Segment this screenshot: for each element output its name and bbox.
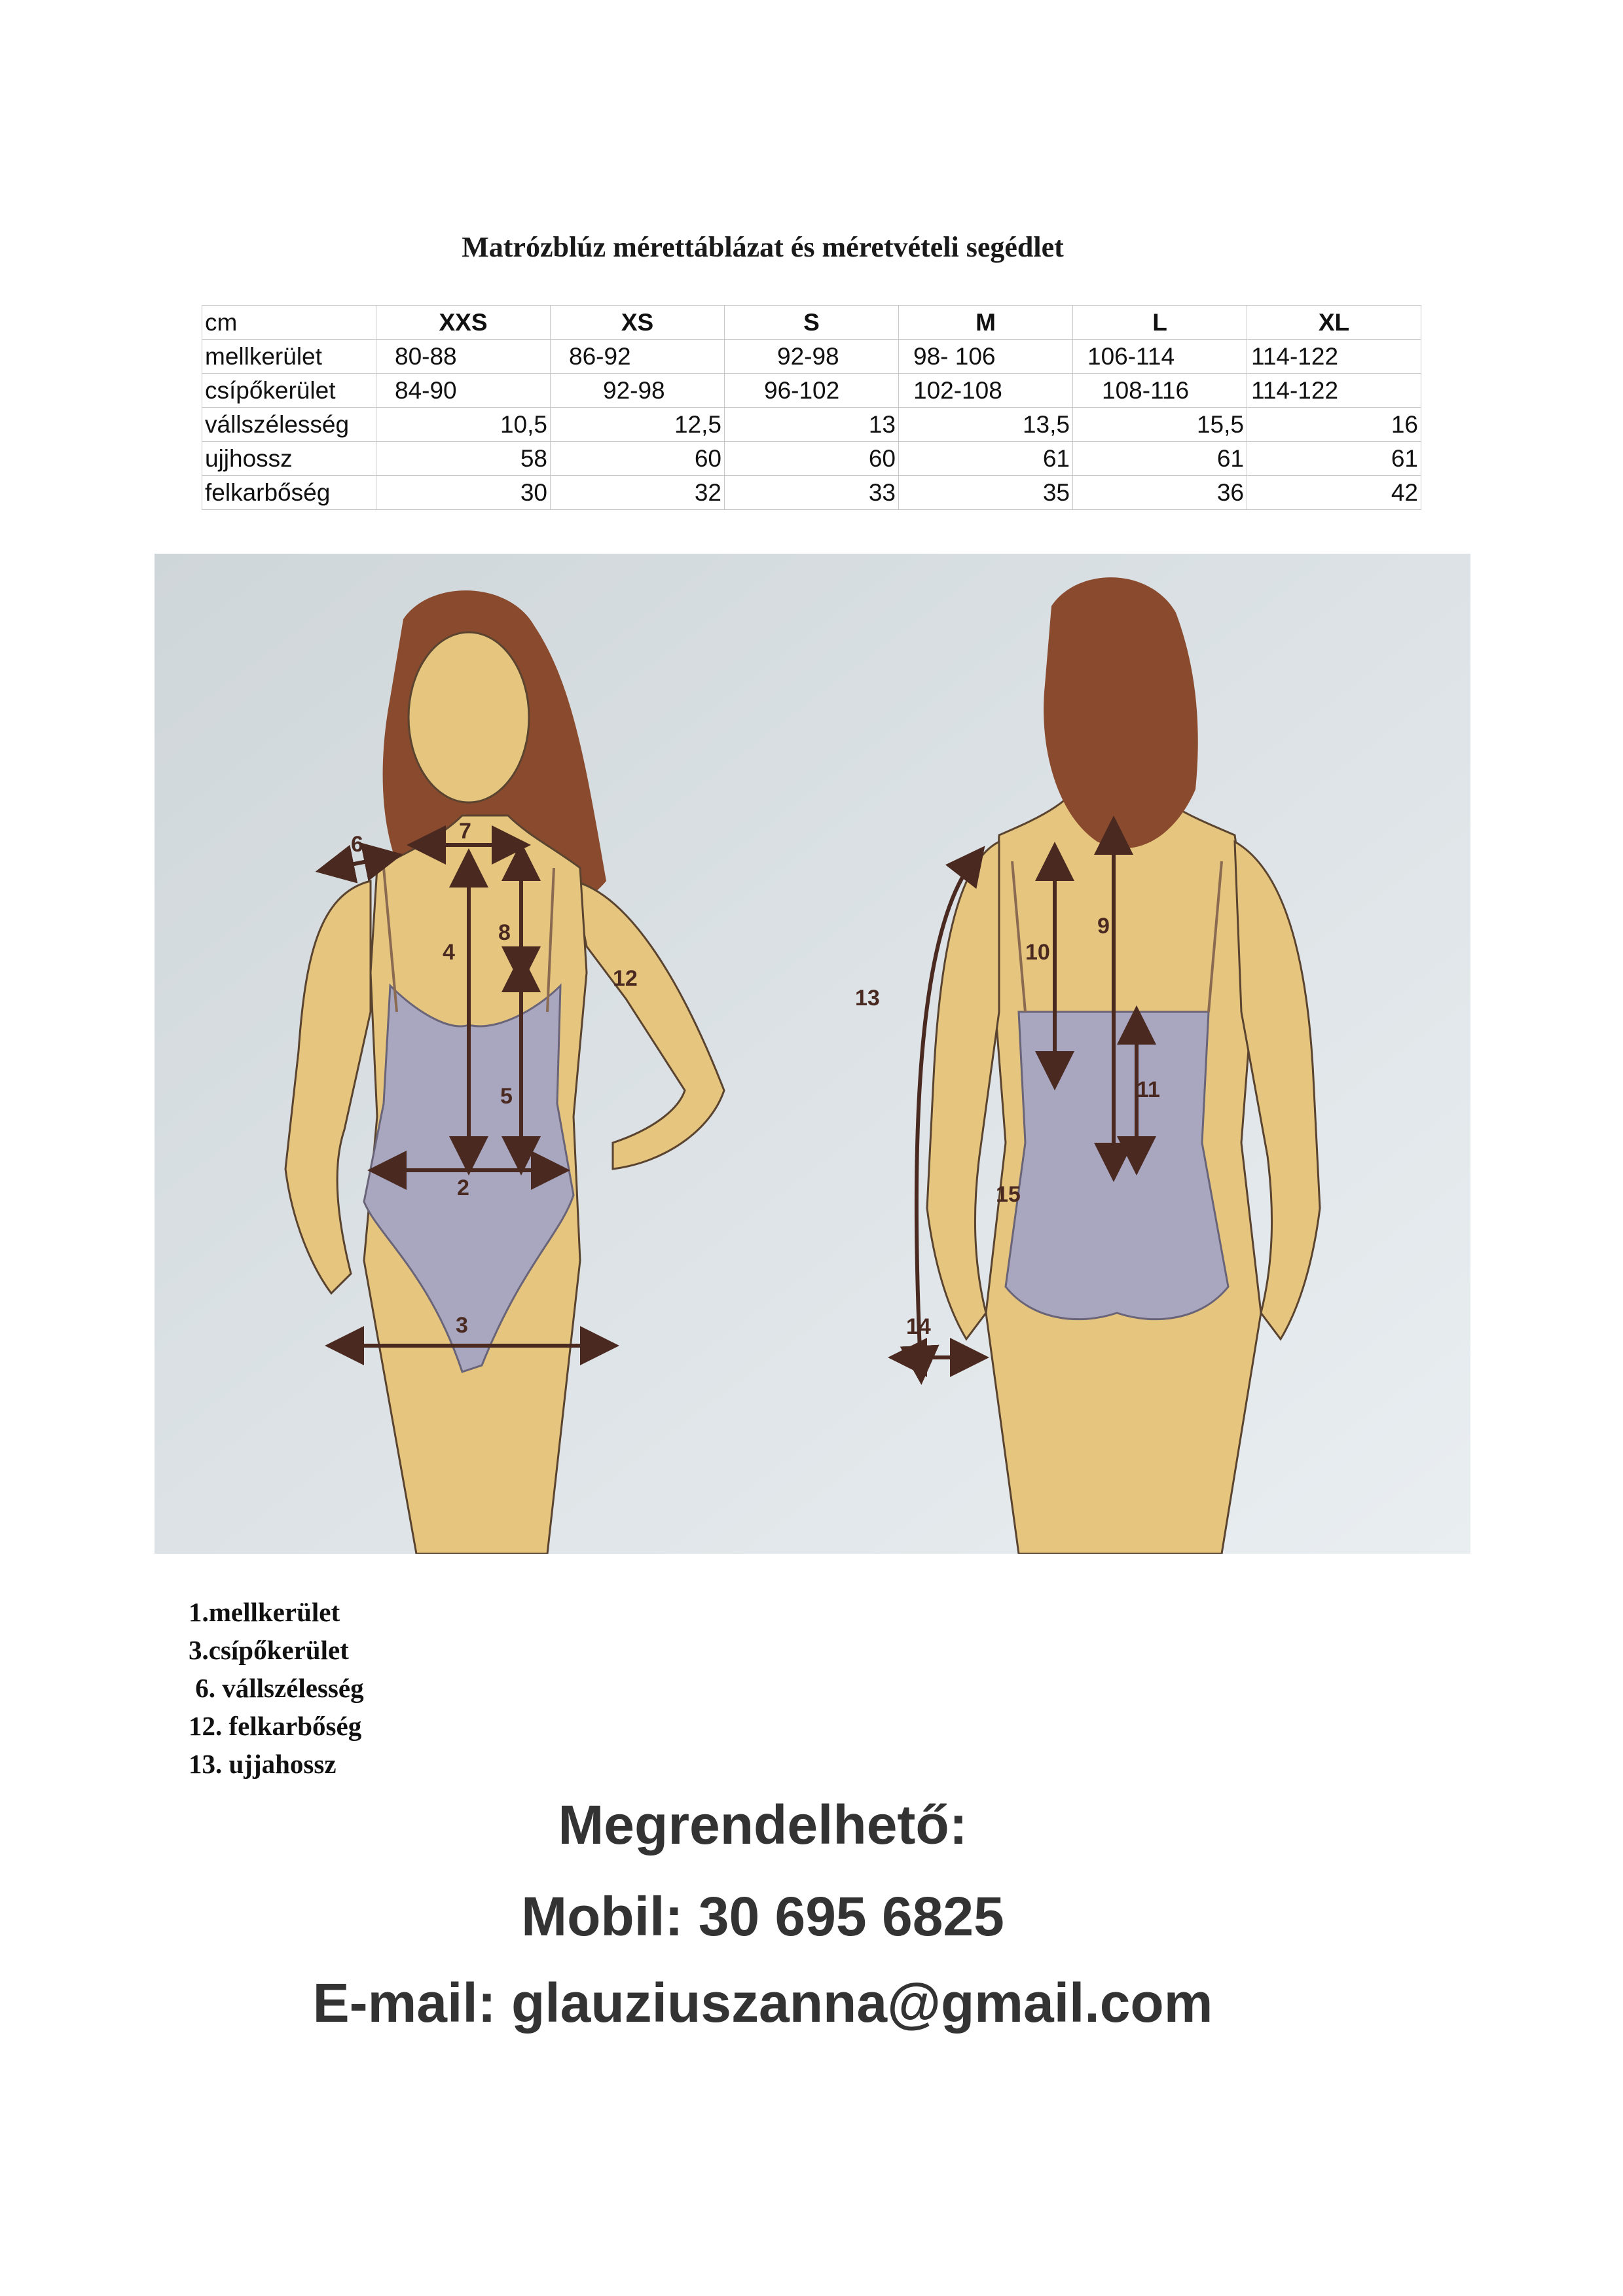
table-header-xl: XL bbox=[1247, 306, 1421, 340]
table-cell: 15,5 bbox=[1073, 408, 1247, 442]
label-10: 10 bbox=[1025, 940, 1050, 965]
table-header-row bbox=[202, 306, 1421, 340]
table-cell: 58 bbox=[376, 442, 551, 476]
table-cell: 13 bbox=[725, 408, 899, 442]
table-cell: 32 bbox=[551, 476, 725, 510]
table-cell: 86-92 bbox=[551, 340, 725, 374]
table-header-m: M bbox=[899, 306, 1073, 340]
table-cell: 106-114 bbox=[1073, 340, 1247, 374]
table-header-xs: XS bbox=[551, 306, 725, 340]
label-3: 3 bbox=[456, 1313, 468, 1338]
table-cell: 16 bbox=[1247, 408, 1421, 442]
legend-item: 1.mellkerület bbox=[189, 1597, 340, 1627]
table-cell: 30 bbox=[376, 476, 551, 510]
table-cell: 96-102 bbox=[725, 374, 899, 408]
table-cell: 60 bbox=[551, 442, 725, 476]
row-label: ujjhossz bbox=[202, 442, 376, 476]
document-title: Matrózblúz mérettáblázat és méretvételi segédlet bbox=[462, 231, 1064, 263]
table-cell: 84-90 bbox=[376, 374, 551, 408]
email-address: E-mail: glauziuszanna@gmail.com bbox=[312, 1972, 1213, 2034]
table-header-s: S bbox=[725, 306, 899, 340]
table-row bbox=[202, 374, 1421, 408]
row-label: mellkerület bbox=[202, 340, 376, 374]
label-5: 5 bbox=[500, 1084, 513, 1109]
table-header-unit: cm bbox=[202, 306, 376, 340]
legend-item: 12. felkarbőség bbox=[189, 1711, 362, 1741]
row-label: felkarbőség bbox=[202, 476, 376, 510]
label-12: 12 bbox=[613, 966, 638, 991]
table-cell: 108-116 bbox=[1073, 374, 1247, 408]
label-8: 8 bbox=[498, 920, 511, 945]
table-cell: 61 bbox=[899, 442, 1073, 476]
table-cell: 114-122 bbox=[1247, 374, 1421, 408]
table-row bbox=[202, 476, 1421, 510]
front-face bbox=[409, 632, 529, 802]
order-heading: Megrendelhető: bbox=[558, 1794, 968, 1856]
table-cell: 36 bbox=[1073, 476, 1247, 510]
back-bodysuit bbox=[1006, 1012, 1228, 1319]
table-cell: 92-98 bbox=[725, 340, 899, 374]
table-cell: 102-108 bbox=[899, 374, 1073, 408]
label-2: 2 bbox=[457, 1175, 469, 1200]
label-13: 13 bbox=[855, 986, 880, 1011]
table-cell: 60 bbox=[725, 442, 899, 476]
table-header-l: L bbox=[1073, 306, 1247, 340]
table-cell: 13,5 bbox=[899, 408, 1073, 442]
label-11: 11 bbox=[1137, 1077, 1160, 1102]
table-cell: 61 bbox=[1247, 442, 1421, 476]
mobile-number: Mobil: 30 695 6825 bbox=[521, 1886, 1004, 1947]
legend bbox=[189, 1593, 364, 1783]
label-14: 14 bbox=[906, 1314, 931, 1339]
label-15: 15 bbox=[996, 1182, 1021, 1207]
table-row bbox=[202, 408, 1421, 442]
legend-item: 3.csípőkerület bbox=[189, 1635, 349, 1665]
row-label: vállszélesség bbox=[202, 408, 376, 442]
label-6: 6 bbox=[351, 832, 363, 857]
table-row bbox=[202, 340, 1421, 374]
measurement-illustration bbox=[155, 554, 1470, 1554]
table-cell: 98- 106 bbox=[899, 340, 1073, 374]
table-cell: 42 bbox=[1247, 476, 1421, 510]
legend-item: 13. ujjahossz bbox=[189, 1749, 337, 1779]
table-cell: 61 bbox=[1073, 442, 1247, 476]
table-cell: 114-122 bbox=[1247, 340, 1421, 374]
table-header-xxs: XXS bbox=[376, 306, 551, 340]
label-4: 4 bbox=[443, 940, 455, 965]
row-label: csípőkerület bbox=[202, 374, 376, 408]
legend-item: 6. vállszélesség bbox=[189, 1673, 364, 1703]
label-7: 7 bbox=[459, 819, 471, 844]
table-cell: 33 bbox=[725, 476, 899, 510]
table-cell: 80-88 bbox=[376, 340, 551, 374]
table-cell: 10,5 bbox=[376, 408, 551, 442]
table-cell: 92-98 bbox=[551, 374, 725, 408]
table-row bbox=[202, 442, 1421, 476]
label-9: 9 bbox=[1097, 914, 1110, 939]
size-table bbox=[202, 305, 1421, 510]
table-cell: 12,5 bbox=[551, 408, 725, 442]
table-cell: 35 bbox=[899, 476, 1073, 510]
